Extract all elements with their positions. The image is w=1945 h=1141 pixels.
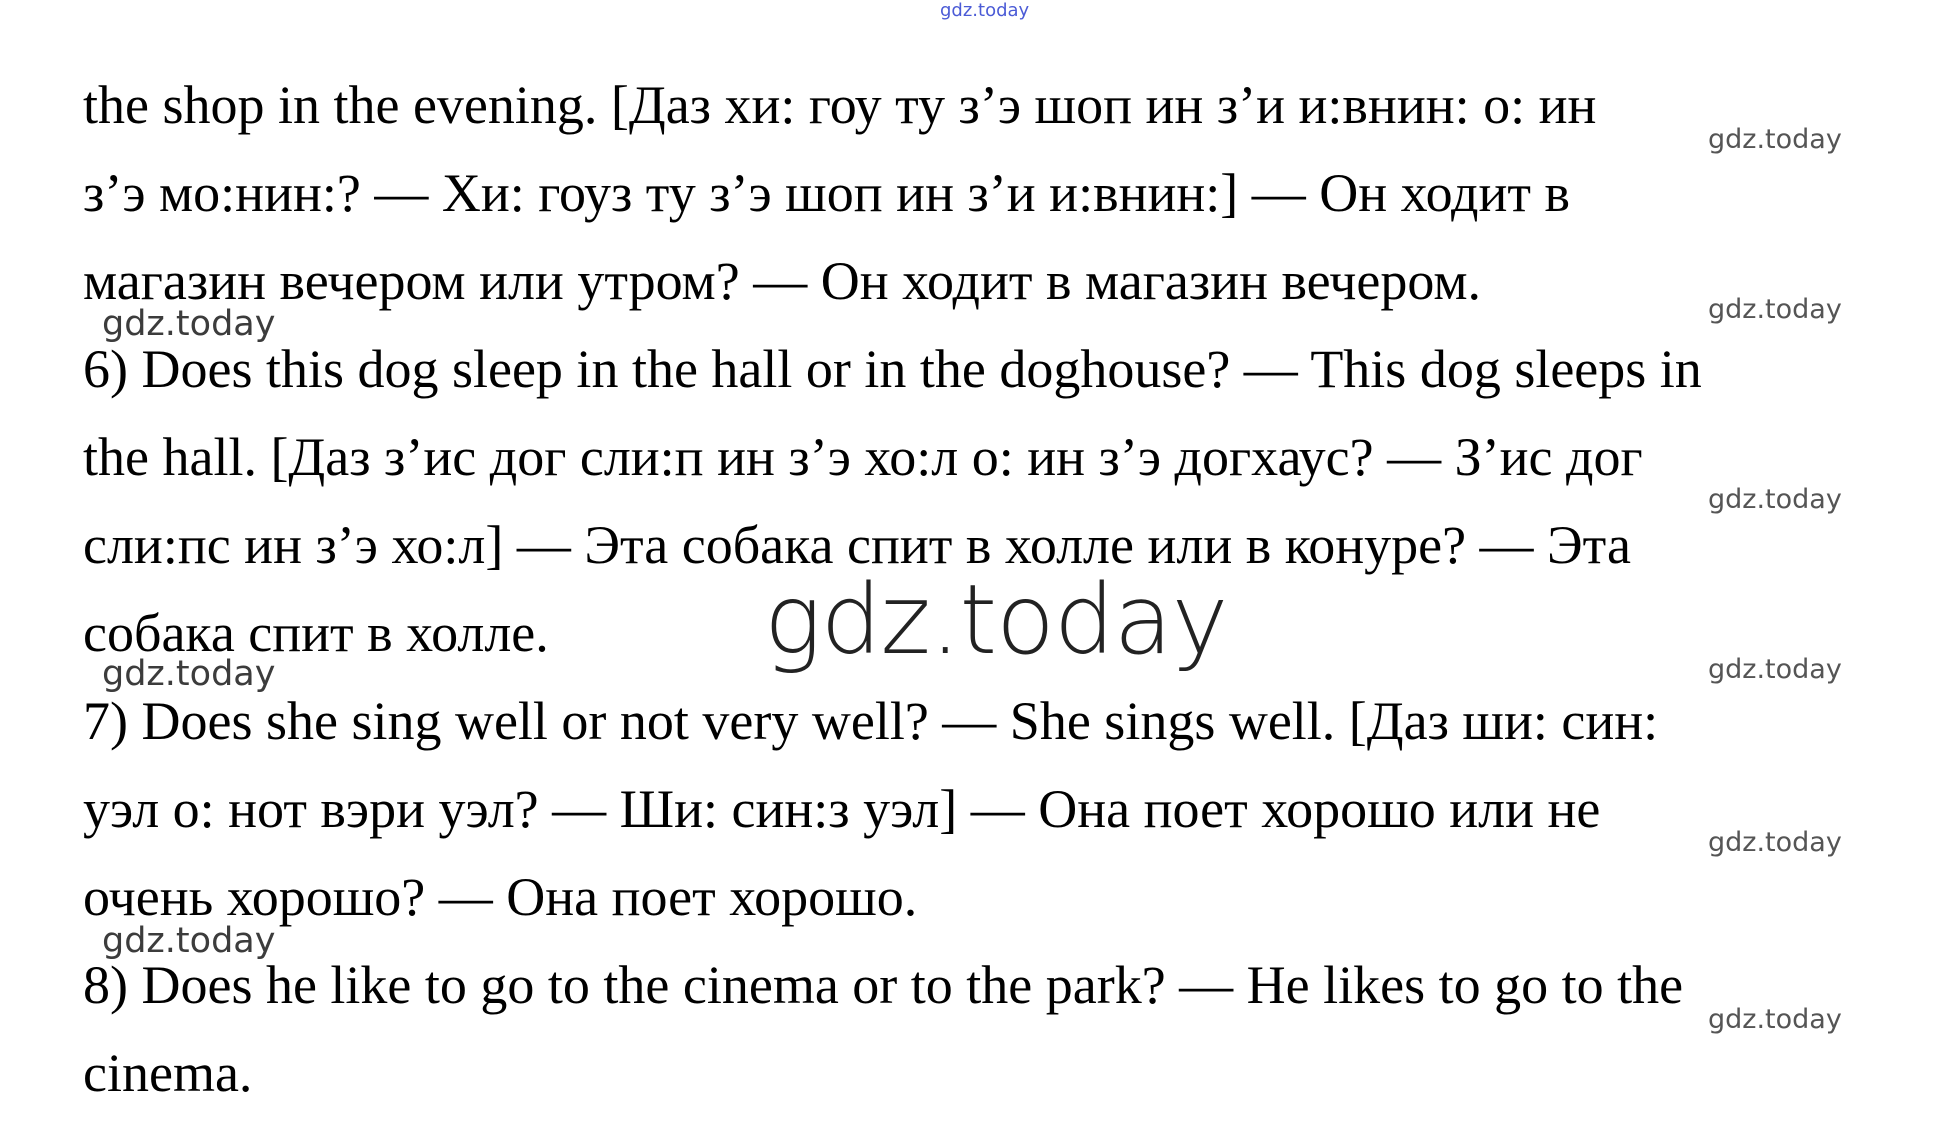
watermark-right-4: gdz.today [1708, 654, 1842, 685]
text-line-8: 7) Does she sing well or not very well? — She sings well. [Даз ши: син: [83, 691, 1659, 751]
watermark-left-1: gdz.today [102, 304, 276, 344]
watermark-left-2: gdz.today [102, 654, 276, 694]
text-line-6: сли:пс ин з’э хо:л] — Эта собака спит в холле или в конуре? — Эта [83, 515, 1631, 575]
text-line-1: the shop in the evening. [Даз хи: гоу ту з’э шоп ин з’и и:внин: о: ин [83, 75, 1597, 135]
text-line-9: уэл о: нот вэри уэл? — Ши: син:з уэл] — Она поет хорошо или не [83, 779, 1601, 839]
watermark-top: gdz.today [940, 0, 1030, 21]
text-line-4: 6) Does this dog sleep in the hall or in the doghouse? — This dog sleeps in [83, 339, 1702, 399]
text-line-5: the hall. [Даз з’ис дог сли:п ин з’э хо:л о: ин з’э догхаус? — З’ис дог [83, 427, 1643, 487]
text-line-2: з’э мо:нин:? — Хи: гоуз ту з’э шоп ин з’и и:внин:] — Он ходит в [83, 163, 1571, 223]
watermark-right-5: gdz.today [1708, 827, 1842, 858]
watermark-right-1: gdz.today [1708, 124, 1842, 155]
watermark-right-2: gdz.today [1708, 294, 1842, 325]
text-line-11: 8) Does he like to go to the cinema or to the park? — He likes to go to the [83, 955, 1684, 1015]
watermark-right-6: gdz.today [1708, 1004, 1842, 1035]
text-line-7: собака спит в холле. [83, 603, 549, 663]
text-line-3: магазин вечером или утром? — Он ходит в магазин вечером. [83, 251, 1482, 311]
watermark-right-3: gdz.today [1708, 484, 1842, 515]
watermark-center: gdz.today [764, 564, 1228, 676]
watermark-left-3: gdz.today [102, 921, 276, 961]
text-line-10: очень хорошо? — Она поет хорошо. [83, 867, 918, 927]
text-line-12: cinema. [83, 1043, 253, 1103]
